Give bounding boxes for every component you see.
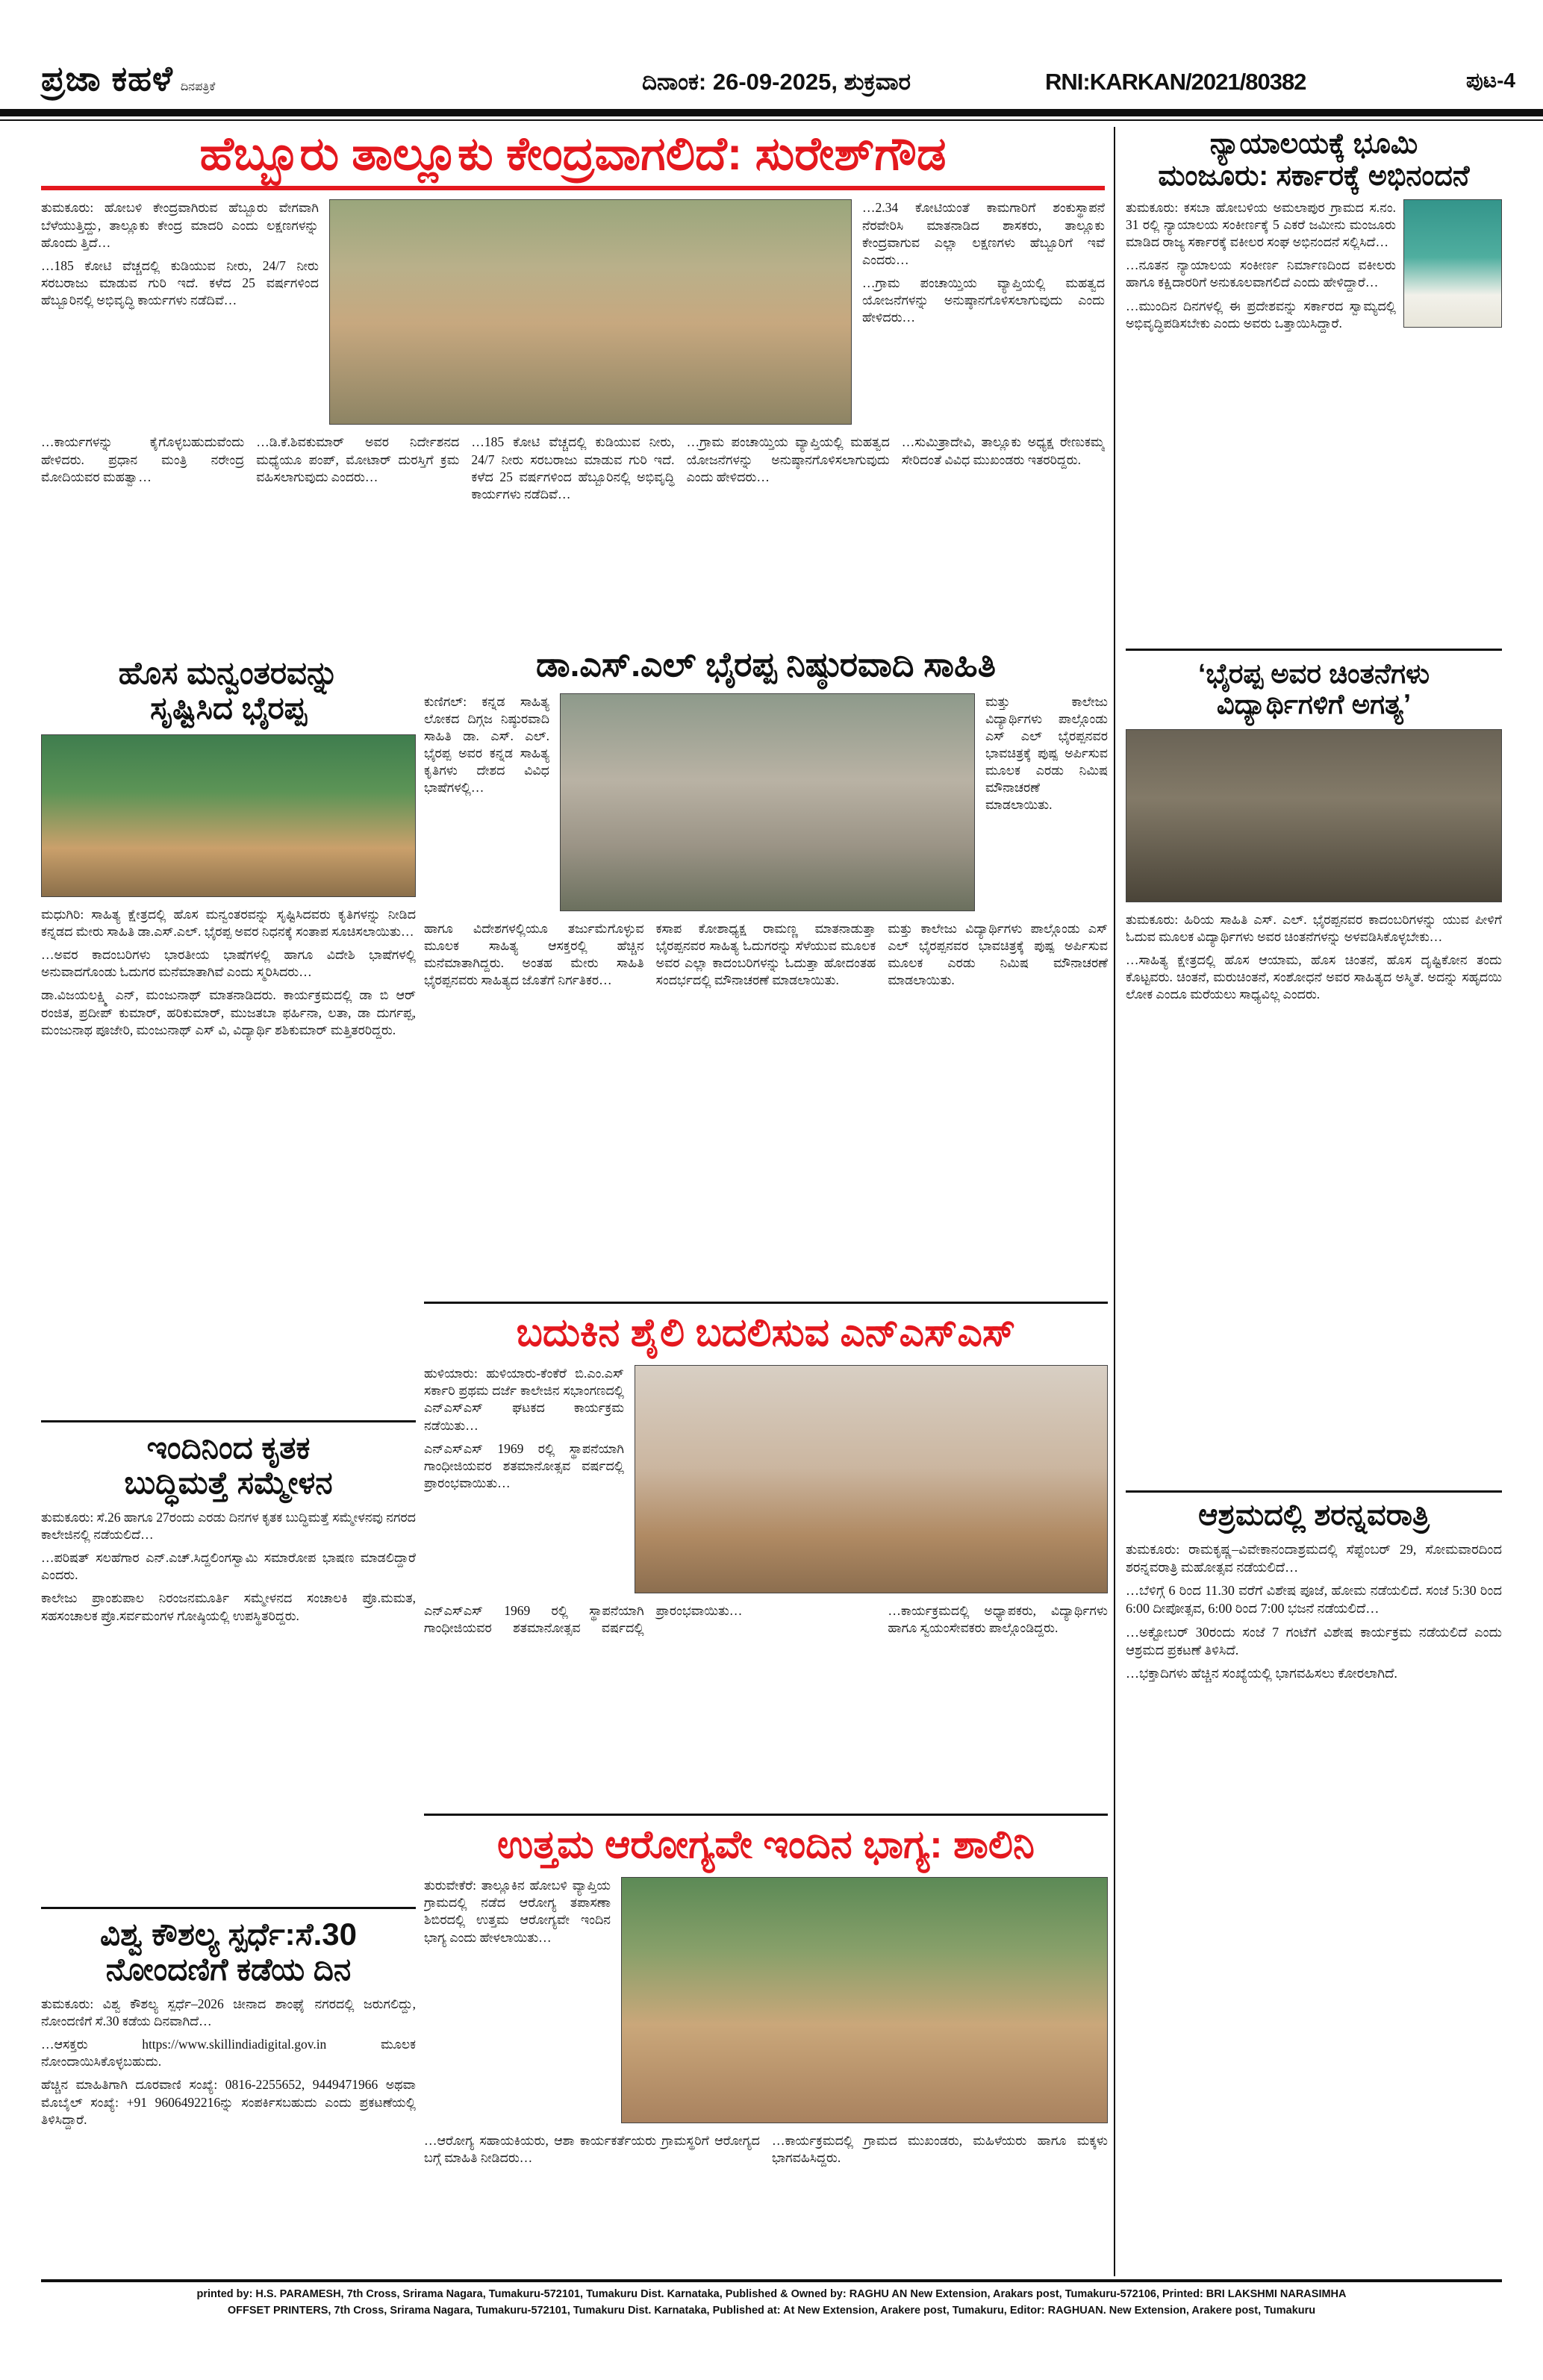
paragraph: ತುರುವೇಕೆರೆ: ತಾಲ್ಲೂಕಿನ ಹೋಬಳಿ ವ್ಯಾಪ್ತಿಯ ಗ್ರಾಮದಲ್ಲಿ ನಡೆದ ಆರೋಗ್ಯ ತಪಾಸಣಾ ಶಿಬಿರದಲ್ಲಿ ಉತ್ತಮ ಆರೋಗ್ಯವೇ ಇಂದಿನ ಭಾಗ್ಯ ಎಂದು ಹೇಳಲಾಯಿತು…	[424, 1878, 611, 1945]
paragraph: ಮಧುಗಿರಿ: ಸಾಹಿತ್ಯ ಕ್ಷೇತ್ರದಲ್ಲಿ ಹೊಸ ಮನ್ವಂತರವನ್ನು ಸೃಷ್ಟಿಸಿದವರು ಕೃತಿಗಳನ್ನು ನೀಡಿದ ಕನ್ನಡದ ಮೇರು ಸಾಹಿತಿ ಡಾ.ಎಸ್.ಎಲ್. ಭೈರಪ್ಪ ಅವರ ನಿಧನಕ್ಕೆ ಸಂತಾಪ ಸೂಚಿಸಲಾಯಿತು…	[41, 907, 416, 940]
paragraph: ಹುಳಿಯಾರು: ಹುಳಿಯಾರು-ಕೆಂಕೆರೆ ಬಿ.ಎಂ.ಎಸ್ ಸರ್ಕಾರಿ ಪ್ರಥಮ ದರ್ಜೆ ಕಾಲೇಜಿನ ಸಭಾಂಗಣದಲ್ಲಿ ಎನ್‌ಎಸ್‌ಎಸ್ ಘಟಕದ ಕಾರ್ಯಕ್ರಮ ನಡೆಯಿತು…	[424, 1366, 624, 1433]
article-nss-columns	[424, 1602, 1108, 1637]
paragraph: …ಗ್ರಾಮ ಪಂಚಾಯ್ತಿಯ ವ್ಯಾಪ್ತಿಯಲ್ಲಿ ಮಹತ್ವದ ಯೋಜನೆಗಳನ್ನು ಅನುಷ್ಠಾನಗೊಳಿಸಲಾಗುವುದು ಎಂದು ಹೇಳಿದರು…	[862, 275, 1105, 325]
paragraph: …ಕಾರ್ಯಕ್ರಮದಲ್ಲಿ ಗ್ರಾಮದ ಮುಖಂಡರು, ಮಹಿಳೆಯರು ಹಾಗೂ ಮಕ್ಕಳು ಭಾಗವಹಿಸಿದ್ದರು.	[772, 2133, 1108, 2166]
paragraph: …ನೂತನ ನ್ಯಾಯಾಲಯ ಸಂಕೀರ್ಣ ನಿರ್ಮಾಣದಿಂದ ವಕೀಲರು ಹಾಗೂ ಕಕ್ಷಿದಾರರಿಗೆ ಅನುಕೂಲವಾಗಲಿದೆ ಎಂದು ಹೇಳಿದ್ದಾರೆ…	[1126, 257, 1396, 290]
article-skill-headline-1: ವಿಶ್ವ ಕೌಶಲ್ಯ ಸ್ಪರ್ಧೆ:ಸೆ.30	[100, 1917, 357, 1952]
paragraph: ಹೆಚ್ಚಿನ ಮಾಹಿತಿಗಾಗಿ ದೂರವಾಣಿ ಸಂಖ್ಯೆ: 0816-2255652, 9449471966 ಅಥವಾ ಮೊಬೈಲ್ ಸಂಖ್ಯೆ: +91 9606492216ನ್ನು ಸಂಪರ್ಕಿಸಬಹುದು ಎಂದು ಪ್ರಕಟಣೆಯಲ್ಲಿ ತಿಳಿಸಿದ್ದಾರೆ.	[41, 2077, 416, 2127]
paragraph: …2.34 ಕೋಟಿಯಂತೆ ಕಾಮಗಾರಿಗೆ ಶಂಕುಸ್ಥಾಪನೆ ನೆರವೇರಿಸಿ ಮಾತನಾಡಿದ ಶಾಸಕರು, ತಾಲ್ಲೂಕು ಕೇಂದ್ರವಾಗುವ ಎಲ್ಲಾ ಲಕ್ಷಣಗಳು ಹೆಬ್ಬೂರಿಗೆ ಇವೆ ಎಂದರು…	[862, 200, 1105, 267]
paragraph: …ಪರಿಷತ್ ಸಲಹೆಗಾರ ಎನ್.ಎಚ್.ಸಿದ್ದಲಿಂಗಸ್ವಾಮಿ ಸಮಾರೋಪ ಭಾಷಣ ಮಾಡಲಿದ್ದಾರೆ ಎಂದರು.	[41, 1550, 416, 1583]
article-chintanegalu-headline-2: ವಿದ್ಯಾರ್ಥಿಗಳಿಗೆ ಅಗತ್ಯ’	[1216, 689, 1412, 720]
article-bhairappa-headline: ಡಾ.ಎಸ್.ಎಲ್ ಭೈರಪ್ಪ ನಿಷ್ಠುರವಾದಿ ಸಾಹಿತಿ	[536, 646, 996, 684]
paragraph: …ಕಾರ್ಯಗಳನ್ನು ಕೈಗೊಳ್ಳಬಹುದುವೆಂದು ಹೇಳಿದರು. ಪ್ರಧಾನ ಮಂತ್ರಿ ನರೇಂದ್ರ ಮೋದಿಯವರ ಮಹತ್ವಾ…	[41, 434, 245, 484]
article-arogya	[424, 1823, 1108, 2276]
paragraph: …ಆರೋಗ್ಯ ಸಹಾಯಕಿಯರು, ಆಶಾ ಕಾರ್ಯಕರ್ತೆಯರು ಗ್ರಾಮಸ್ಥರಿಗೆ ಆರೋಗ್ಯದ ಬಗ್ಗೆ ಮಾಹಿತಿ ನೀಡಿದರು…	[424, 2133, 760, 2166]
rni-number: RNI:KARKAN/2021/80382	[1045, 69, 1306, 95]
article-bhairappa-columns	[424, 920, 1108, 995]
article-nss-headline: ಬದುಕಿನ ಶೈಲಿ ಬದಲಿಸುವ ಎನ್‌ಎಸ್‌ಎಸ್	[516, 1311, 1016, 1355]
paragraph: …ಗ್ರಾಮ ಪಂಚಾಯ್ತಿಯ ವ್ಯಾಪ್ತಿಯಲ್ಲಿ ಮಹತ್ವದ ಯೋಜನೆಗಳನ್ನು ಅನುಷ್ಠಾನಗೊಳಿಸಲಾಗುವುದು ಎಂದು ಹೇಳಿದರು…	[686, 434, 890, 484]
masthead-tagline: ದಿನಪತ್ರಿಕೆ	[180, 81, 216, 93]
header-rule-thin	[0, 119, 1543, 121]
photo-nss-students	[635, 1365, 1108, 1593]
article-bhairappa-col-right	[985, 693, 1108, 911]
article-arogya-headline: ಉತ್ತಮ ಆರೋಗ್ಯವೇ ಇಂದಿನ ಭಾಗ್ಯ: ಶಾಲಿನಿ	[497, 1823, 1035, 1867]
paragraph: ಕಾಲೇಜು ಪ್ರಾಂಶುಪಾಲ ನಿರಂಜನಮೂರ್ತಿ ಸಮ್ಮೇಳನದ ಸಂಚಾಲಕಿ ಪ್ರೊ.ಮಮತ, ಸಹಸಂಚಾಲಕ ಪ್ರೊ.ಸರ್ವಮಂಗಳ ಗೋಷ್ಠಿಯಲ್ಲಿ ಉಪಸ್ಥಿತರಿದ್ದರು.	[41, 1590, 416, 1623]
photo-tribute-group	[560, 693, 975, 911]
article-ai-headline-1: ಇಂದಿನಿಂದ ಕೃತಕ	[146, 1430, 311, 1465]
article-manvantara-body	[41, 906, 416, 1039]
paragraph: …185 ಕೋಟಿ ವೆಚ್ಚದಲ್ಲಿ ಕುಡಿಯುವ ನೀರು, 24/7 ನೀರು ಸರಬರಾಜು ಮಾಡುವ ಗುರಿ ಇದೆ. ಕಳೆದ 25 ವರ್ಷಗಳಿಂದ ಹೆಬ್ಬೂರಿನಲ್ಲಿ ಅಭಿವೃದ್ಧಿ ಕಾರ್ಯಗಳು ನಡೆದಿವೆ…	[471, 434, 675, 502]
imprint-line-1: printed by: H.S. PARAMESH, 7th Cross, Srirama Nagara, Tumakuru-572101, Tumakuru Dist. Karnataka, Published & Owned by: RAGHU AN New Extension, Arakars post, Tumakuru-572106, Printed: BRI LAKSHMI NARASIMHA	[196, 2288, 1347, 2300]
edition-date: ದಿನಾಂಕ: 26-09-2025, ಶುಕ್ರವಾರ	[642, 69, 911, 95]
article-manvantara-headline-2: ಸೃಷ್ಟಿಸಿದ ಭೈರಪ್ಪ	[150, 690, 307, 726]
masthead-title: ಪ್ರಜಾ ಕಹಳೆ	[41, 59, 173, 98]
paragraph: ಮತ್ತು ಕಾಲೇಜು ವಿದ್ಯಾರ್ಥಿಗಳು ಪಾಲ್ಗೊಂಡು ಎಸ್ ಎಲ್ ಭೈರಪ್ಪನವರ ಭಾವಚಿತ್ರಕ್ಕೆ ಪುಷ್ಪ ಅರ್ಪಿಸುವ ಮೂಲಕ ಎರಡು ನಿಮಿಷ ಮೌನಾಚರಣೆ ಮಾಡಲಾಯಿತು.	[985, 693, 1108, 813]
article-manvantara-headline-1: ಹೊಸ ಮನ್ವಂತರವನ್ನು	[118, 655, 339, 690]
paragraph: …ಆಸಕ್ತರು https://www.skillindiadigital.gov.in ಮೂಲಕ ನೋಂದಾಯಿಸಿಕೊಳ್ಳಬಹುದು.	[41, 2037, 416, 2070]
paragraph: …ಕಾರ್ಯಕ್ರಮದಲ್ಲಿ ಅಧ್ಯಾಪಕರು, ವಿದ್ಯಾರ್ಥಿಗಳು ಹಾಗೂ ಸ್ವಯಂಸೇವಕರು ಪಾಲ್ಗೊಂಡಿದ್ದರು.	[888, 1603, 1108, 1636]
masthead	[41, 58, 362, 100]
paragraph: ಹಾಗೂ ವಿದೇಶಗಳಲ್ಲಿಯೂ ತರ್ಜುಮೆಗೊಳ್ಳುವ ಮೂಲಕ ಸಾಹಿತ್ಯ ಆಸಕ್ತರಲ್ಲಿ ಹೆಚ್ಚಿನ ಮನೆಮಾತಾಗಿದ್ದರು. ಅಂತಹ ಮೇರು ಸಾಹಿತಿ ಭೈರಪ್ಪನವರು ಸಾಹಿತ್ಯದ ಜೊತೆಗೆ ನಿರ್ಗತಿಕರ…	[424, 920, 644, 987]
article-chintanegalu-body	[1126, 911, 1502, 1003]
article-chintanegalu-headline-1: ‘ಭೈರಪ್ಪ ಅವರ ಚಿಂತನೆಗಳು	[1197, 658, 1430, 689]
article-arogya-col-left	[424, 1877, 611, 2123]
photo-portrait-man	[1403, 199, 1502, 328]
article-hebburu	[41, 128, 1105, 642]
photo-felicitation-group	[329, 199, 852, 425]
article-nss-col-left	[424, 1365, 624, 1593]
paragraph: …ಅವರ ಕಾದಂಬರಿಗಳು ಭಾರತೀಯ ಭಾಷೆಗಳಲ್ಲಿ ಹಾಗೂ ವಿದೇಶಿ ಭಾಷೆಗಳಲ್ಲಿ ಅನುವಾದಗೊಂಡು ಓದುಗರ ಮನೆಮಾತಾಗಿವೆ ಎಂದು ಸ್ಮರಿಸಿದರು…	[41, 947, 416, 980]
article-court-headline-2: ಮಂಜೂರು: ಸರ್ಕಾರಕ್ಕೆ ಅಭಿನಂದನೆ	[1158, 160, 1470, 192]
paragraph: ಕಸಾಪ ಕೋಶಾಧ್ಯಕ್ಷ ರಾಮಣ್ಣ ಮಾತನಾಡುತ್ತಾ ಭೈರಪ್ಪನವರ ಸಾಹಿತ್ಯ ಓದುಗರನ್ನು ಸೆಳೆಯುವ ಮೂಲಕ ಅವರ ಎಲ್ಲಾ ಕಾದಂಬರಿಗಳನ್ನು ಓದುತ್ತಾ ಹೋದಂತಹ ಸಂದರ್ಭದಲ್ಲಿ ಮೌನಾಚರಣೆ ಮಾಡಲಾಯಿತು.	[655, 920, 876, 987]
paragraph: ಎನ್‌ಎಸ್‌ಎಸ್ 1969 ರಲ್ಲಿ ಸ್ಥಾಪನೆಯಾಗಿ ಗಾಂಧೀಜಿಯವರ ಶತಮಾನೋತ್ಸವ ವರ್ಷದಲ್ಲಿ ಪ್ರಾರಂಭವಾಯಿತು…	[424, 1603, 743, 1636]
photo-health-camp-stage	[621, 1877, 1108, 2123]
article-navaratri	[1126, 1499, 1502, 2275]
paragraph: …ಅಕ್ಟೋಬರ್ 30ರಂದು ಸಂಜೆ 7 ಗಂಟೆಗೆ ವಿಶೇಷ ಕಾರ್ಯಕ್ರಮ ನಡೆಯಲಿದೆ ಎಂದು ಆಶ್ರಮದ ಪ್ರಕಟಣೆ ತಿಳಿಸಿದೆ.	[1126, 1624, 1502, 1658]
headline-underline	[41, 186, 1105, 190]
paragraph: ಡಾ.ವಿಜಯಲಕ್ಷ್ಮಿ ಎನ್, ಮಂಜುನಾಥ್ ಮಾತನಾಡಿದರು. ಕಾರ್ಯಕ್ರಮದಲ್ಲಿ ಡಾ ಬಿ ಆರ್ ರಂಜಿತ, ಪ್ರದೀಪ್ ಕುಮಾರ್, ಹರಿಕುಮಾರ್, ಮುಜತಬಾ ಫರ್ಹಿನಾ, ಲತಾ, ಡಾ ದುರ್ಗಪ್ಪ, ಮಂಜುನಾಥ ಪೂಜೇರಿ, ಮಂಜುನಾಥ್ ಎಸ್ ವಿ, ವಿದ್ಯಾರ್ಥಿ ಶಶಿಕುಮಾರ್ ಮತ್ತಿತರರಿದ್ದರು.	[41, 987, 416, 1037]
photo-condolence-event	[41, 734, 416, 897]
article-skill-headline-2: ನೋಂದಣಿಗೆ ಕಡೆಯ ದಿನ	[105, 1952, 352, 1987]
article-navaratri-headline: ಆಶ್ರಮದಲ್ಲಿ ಶರನ್ನವರಾತ್ರಿ	[1198, 1499, 1430, 1531]
article-court-land	[1126, 128, 1502, 651]
article-manvantara	[41, 655, 416, 1422]
article-hebburu-columns	[41, 434, 1105, 502]
article-ai-headline-2: ಬುದ್ಧಿಮತ್ತೆ ಸಮ್ಮೇಳನ	[124, 1465, 333, 1501]
paragraph: ತುಮಕೂರು: ವಿಶ್ವ ಕೌಶಲ್ಯ ಸ್ಪರ್ಧೆ–2026 ಚೀನಾದ ಶಾಂಘೈ ನಗರದಲ್ಲಿ ಜರುಗಲಿದ್ದು, ನೋಂದಣಿಗೆ ಸೆ.30 ಕಡೆಯ ದಿನವಾಗಿದೆ…	[41, 1996, 416, 2029]
paragraph: ತುಮಕೂರು: ಹೋಬಳಿ ಕೇಂದ್ರವಾಗಿರುವ ಹೆಬ್ಬೂರು ವೇಗವಾಗಿ ಬೆಳೆಯುತ್ತಿದ್ದು, ತಾಲ್ಲೂಕು ಕೇಂದ್ರ ಮಾದರಿ ಎಂದು ಲಕ್ಷಣಗಳನ್ನು ಹೊಂದು ತ್ತಿದೆ…	[41, 200, 319, 250]
article-bhairappa	[424, 646, 1108, 1304]
column-divider	[1114, 127, 1115, 2276]
paragraph: ತುಮಕೂರು: ಕಸಬಾ ಹೋಬಳಿಯ ಅಮಲಾಪುರ ಗ್ರಾಮದ ಸ.ನಂ. 31 ರಲ್ಲಿ ನ್ಯಾಯಾಲಯ ಸಂಕೀರ್ಣಕ್ಕೆ 5 ಎಕರೆ ಜಮೀನು ಮಂಜೂರು ಮಾಡಿದ ರಾಜ್ಯ ಸರ್ಕಾರಕ್ಕೆ ವಕೀಲರ ಸಂಘ ಅಭಿನಂದನೆ ಸಲ್ಲಿಸಿದೆ…	[1126, 200, 1396, 250]
paragraph: ಮತ್ತು ಕಾಲೇಜು ವಿದ್ಯಾರ್ಥಿಗಳು ಪಾಲ್ಗೊಂಡು ಎಸ್ ಎಲ್ ಭೈರಪ್ಪನವರ ಭಾವಚಿತ್ರಕ್ಕೆ ಪುಷ್ಪ ಅರ್ಪಿಸುವ ಮೂಲಕ ಎರಡು ನಿಮಿಷ ಮೌನಾಚರಣೆ ಮಾಡಲಾಯಿತು.	[888, 920, 1108, 987]
article-ai-body	[41, 1509, 416, 1625]
article-ai-conference	[41, 1430, 416, 1909]
imprint	[0, 2287, 1543, 2320]
header-rule-thick	[0, 109, 1543, 116]
article-arogya-columns	[424, 2132, 1108, 2173]
article-hebburu-col-left	[41, 199, 319, 425]
paragraph: …ಸುಮಿತ್ರಾದೇವಿ, ತಾಲ್ಲೂಕು ಅಧ್ಯಕ್ಷ ರೇಣುಕಮ್ಮ ಸೇರಿದಂತೆ ವಿವಿಧ ಮುಖಂಡರು ಇತರರಿದ್ದರು.	[901, 434, 1105, 467]
paragraph: ತುಮಕೂರು: ಸೆ.26 ಹಾಗೂ 27ರಂದು ಎರಡು ದಿನಗಳ ಕೃತಕ ಬುದ್ಧಿಮತ್ತೆ ಸಮ್ಮೇಳನವು ನಗರದ ಕಾಲೇಜಿನಲ್ಲಿ ನಡೆಯಲಿದೆ…	[41, 1510, 416, 1543]
article-navaratri-body	[1126, 1541, 1502, 1683]
paragraph: ತುಮಕೂರು: ಹಿರಿಯ ಸಾಹಿತಿ ಎಸ್. ಎಲ್. ಭೈರಪ್ಪನವರ ಕಾದಂಬರಿಗಳನ್ನು ಯುವ ಪೀಳಿಗೆ ಓದುವ ಮೂಲಕ ವಿದ್ಯಾರ್ಥಿಗಳು ಅವರ ಚಿಂತನೆಗಳನ್ನು ಅಳವಡಿಸಿಕೊಳ್ಳಬೇಕು…	[1126, 911, 1502, 944]
paragraph: …ಬೆಳಿಗ್ಗೆ 6 ರಿಂದ 11.30 ವರೆಗೆ ವಿಶೇಷ ಪೂಜೆ, ಹೋಮ ನಡೆಯಲಿದೆ. ಸಂಜೆ 5:30 ರಿಂದ 6:00 ದೀಪೋತ್ಸವ, 6:00 ರಿಂದ 7:00 ಭಜನೆ ನಡೆಯಲಿದೆ…	[1126, 1583, 1502, 1617]
paragraph: …ಮುಂದಿನ ದಿನಗಳಲ್ಲಿ ಈ ಪ್ರದೇಶವನ್ನು ಸರ್ಕಾರದ ಸ್ವಾಮ್ಯದಲ್ಲಿ ಅಭಿವೃದ್ಧಿಪಡಿಸಬೇಕು ಎಂದು ಅವರು ಒತ್ತಾಯಿಸಿದ್ದಾರೆ.	[1126, 298, 1396, 331]
paragraph: …185 ಕೋಟಿ ವೆಚ್ಚದಲ್ಲಿ ಕುಡಿಯುವ ನೀರು, 24/7 ನೀರು ಸರಬರಾಜು ಮಾಡುವ ಗುರಿ ಇದೆ. ಕಳೆದ 25 ವರ್ಷಗಳಿಂದ ಹೆಬ್ಬೂರಿನಲ್ಲಿ ಅಭಿವೃದ್ಧಿ ಕಾರ್ಯಗಳು ನಡೆದಿವೆ…	[41, 257, 319, 307]
article-skill-body	[41, 1996, 416, 2128]
article-chintanegalu	[1126, 658, 1502, 1493]
paragraph: …ಸಾಹಿತ್ಯ ಕ್ಷೇತ್ರದಲ್ಲಿ ಹೊಸ ಆಯಾಮ, ಹೊಸ ಚಿಂತನೆ, ಹೊಸ ದೃಷ್ಟಿಕೋನ ತಂದು ಕೊಟ್ಟವರು. ಚಿಂತನೆ, ಮರುಚಿಂತನೆ, ಸಂಶೋಧನೆ ಅವರ ಸಾಹಿತ್ಯದ ಅಸ್ಮಿತೆ. ಅದನ್ನು ಸಹೃದಯಿ ಲೋಕ ಎಂದೂ ಮರೆಯಲು ಸಾಧ್ಯವಿಲ್ಲ ಎಂದರು.	[1126, 952, 1502, 1002]
paragraph: …ಡಿ.ಕೆ.ಶಿವಕುಮಾರ್ ಅವರ ನಿರ್ದೇಶನದ ಮಧ್ಯೆಯೂ ಪಂಪ್, ಮೋಟಾರ್ ದುರಸ್ತಿಗೆ ಕ್ರಮ ವಹಿಸಲಾಗುವುದು ಎಂದರು…	[256, 434, 460, 484]
article-court-headline-1: ನ್ಯಾಯಾಲಯಕ್ಕೆ ಭೂಮಿ	[1209, 128, 1418, 160]
photo-portrait-garland-group	[1126, 729, 1502, 902]
paragraph: …ಭಕ್ತಾದಿಗಳು ಹೆಚ್ಚಿನ ಸಂಖ್ಯೆಯಲ್ಲಿ ಭಾಗವಹಿಸಲು ಕೋರಲಾಗಿದೆ.	[1126, 1666, 1397, 1681]
imprint-rule	[41, 2279, 1502, 2282]
article-hebburu-col-right	[862, 199, 1105, 425]
page-number: ಪುಟ-4	[1466, 69, 1515, 92]
paragraph: ಕುಣಿಗಲ್: ಕನ್ನಡ ಸಾಹಿತ್ಯ ಲೋಕದ ದಿಗ್ಗಜ ನಿಷ್ಠುರವಾದಿ ಸಾಹಿತಿ ಡಾ. ಎಸ್. ಎಲ್. ಭೈರಪ್ಪ ಅವರ ಕನ್ನಡ ಸಾಹಿತ್ಯ ಕೃತಿಗಳು ದೇಶದ ವಿವಿಧ ಭಾಷೆಗಳಲ್ಲಿ…	[424, 693, 549, 795]
article-skill	[41, 1917, 416, 2276]
paragraph: ಎನ್‌ಎಸ್‌ಎಸ್ 1969 ರಲ್ಲಿ ಸ್ಥಾಪನೆಯಾಗಿ ಗಾಂಧೀಜಿಯವರ ಶತಮಾನೋತ್ಸವ ವರ್ಷದಲ್ಲಿ ಪ್ರಾರಂಭವಾಯಿತು…	[424, 1440, 624, 1490]
article-bhairappa-col-left	[424, 693, 549, 911]
paragraph: ತುಮಕೂರು: ರಾಮಕೃಷ್ಣ–ವಿವೇಕಾನಂದಾಶ್ರಮದಲ್ಲಿ ಸೆಪ್ಟೆಂಬರ್ 29, ಸೋಮವಾರದಿಂದ ಶರನ್ನವರಾತ್ರಿ ಮಹೋತ್ಸವ ನಡೆಯಲಿದೆ…	[1126, 1541, 1502, 1575]
article-nss	[424, 1311, 1108, 1816]
article-hebburu-headline: ಹೆಬ್ಬೂರು ತಾಲ್ಲೂಕು ಕೇಂದ್ರವಾಗಲಿದೆ: ಸುರೇಶ್‌ಗೌಡ	[199, 128, 947, 180]
imprint-line-2: OFFSET PRINTERS, 7th Cross, Srirama Nagara, Tumakuru-572101, Tumakuru Dist. Karnataka, Published at: At New Extension, Arakere post, Tumakuru, Editor: RAGHUAN. New Extension, Arakere post, Tumakuru	[227, 2304, 1316, 2317]
